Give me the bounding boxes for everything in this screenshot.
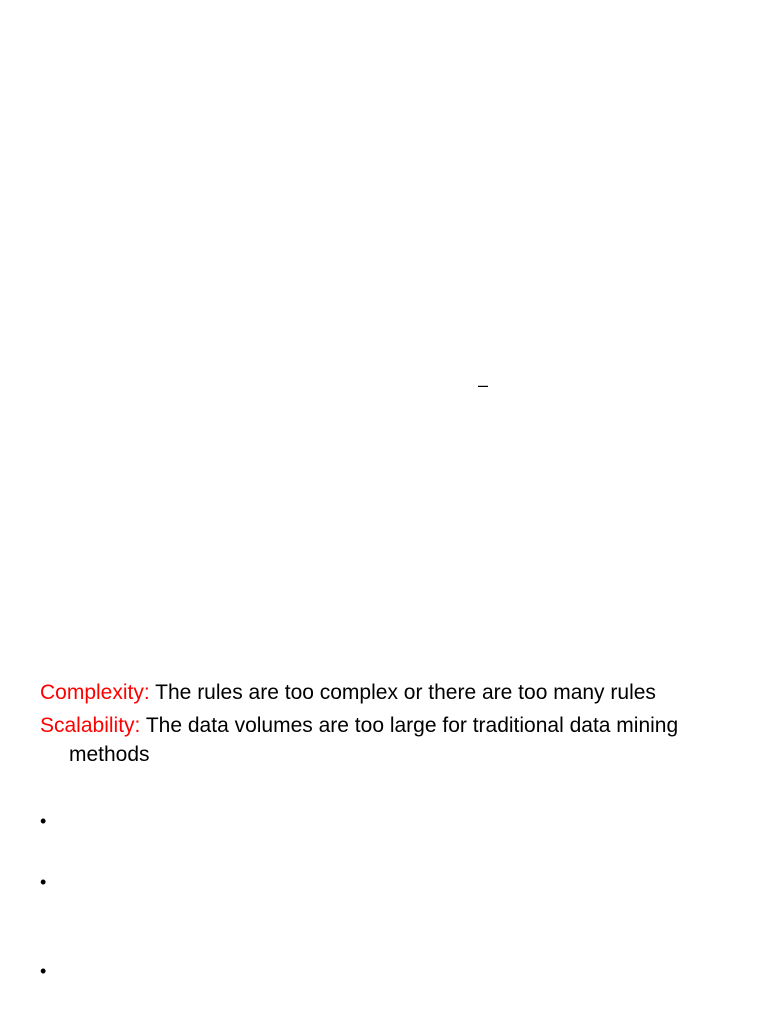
complexity-text: The rules are too complex or there are too many rules — [155, 681, 656, 704]
text-block — [40, 678, 755, 769]
scalability-text: The data volumes are too large for traditional data mining methods — [69, 714, 679, 766]
scalability-term: Scalability: — [40, 714, 141, 737]
bullet-3: • — [40, 961, 47, 981]
complexity-item — [40, 678, 755, 707]
bullet-2: • — [40, 872, 47, 892]
complexity-term: Complexity: — [40, 681, 150, 704]
stray-dash: – — [478, 375, 489, 395]
scalability-item — [40, 711, 755, 769]
bullet-1: • — [40, 811, 47, 831]
